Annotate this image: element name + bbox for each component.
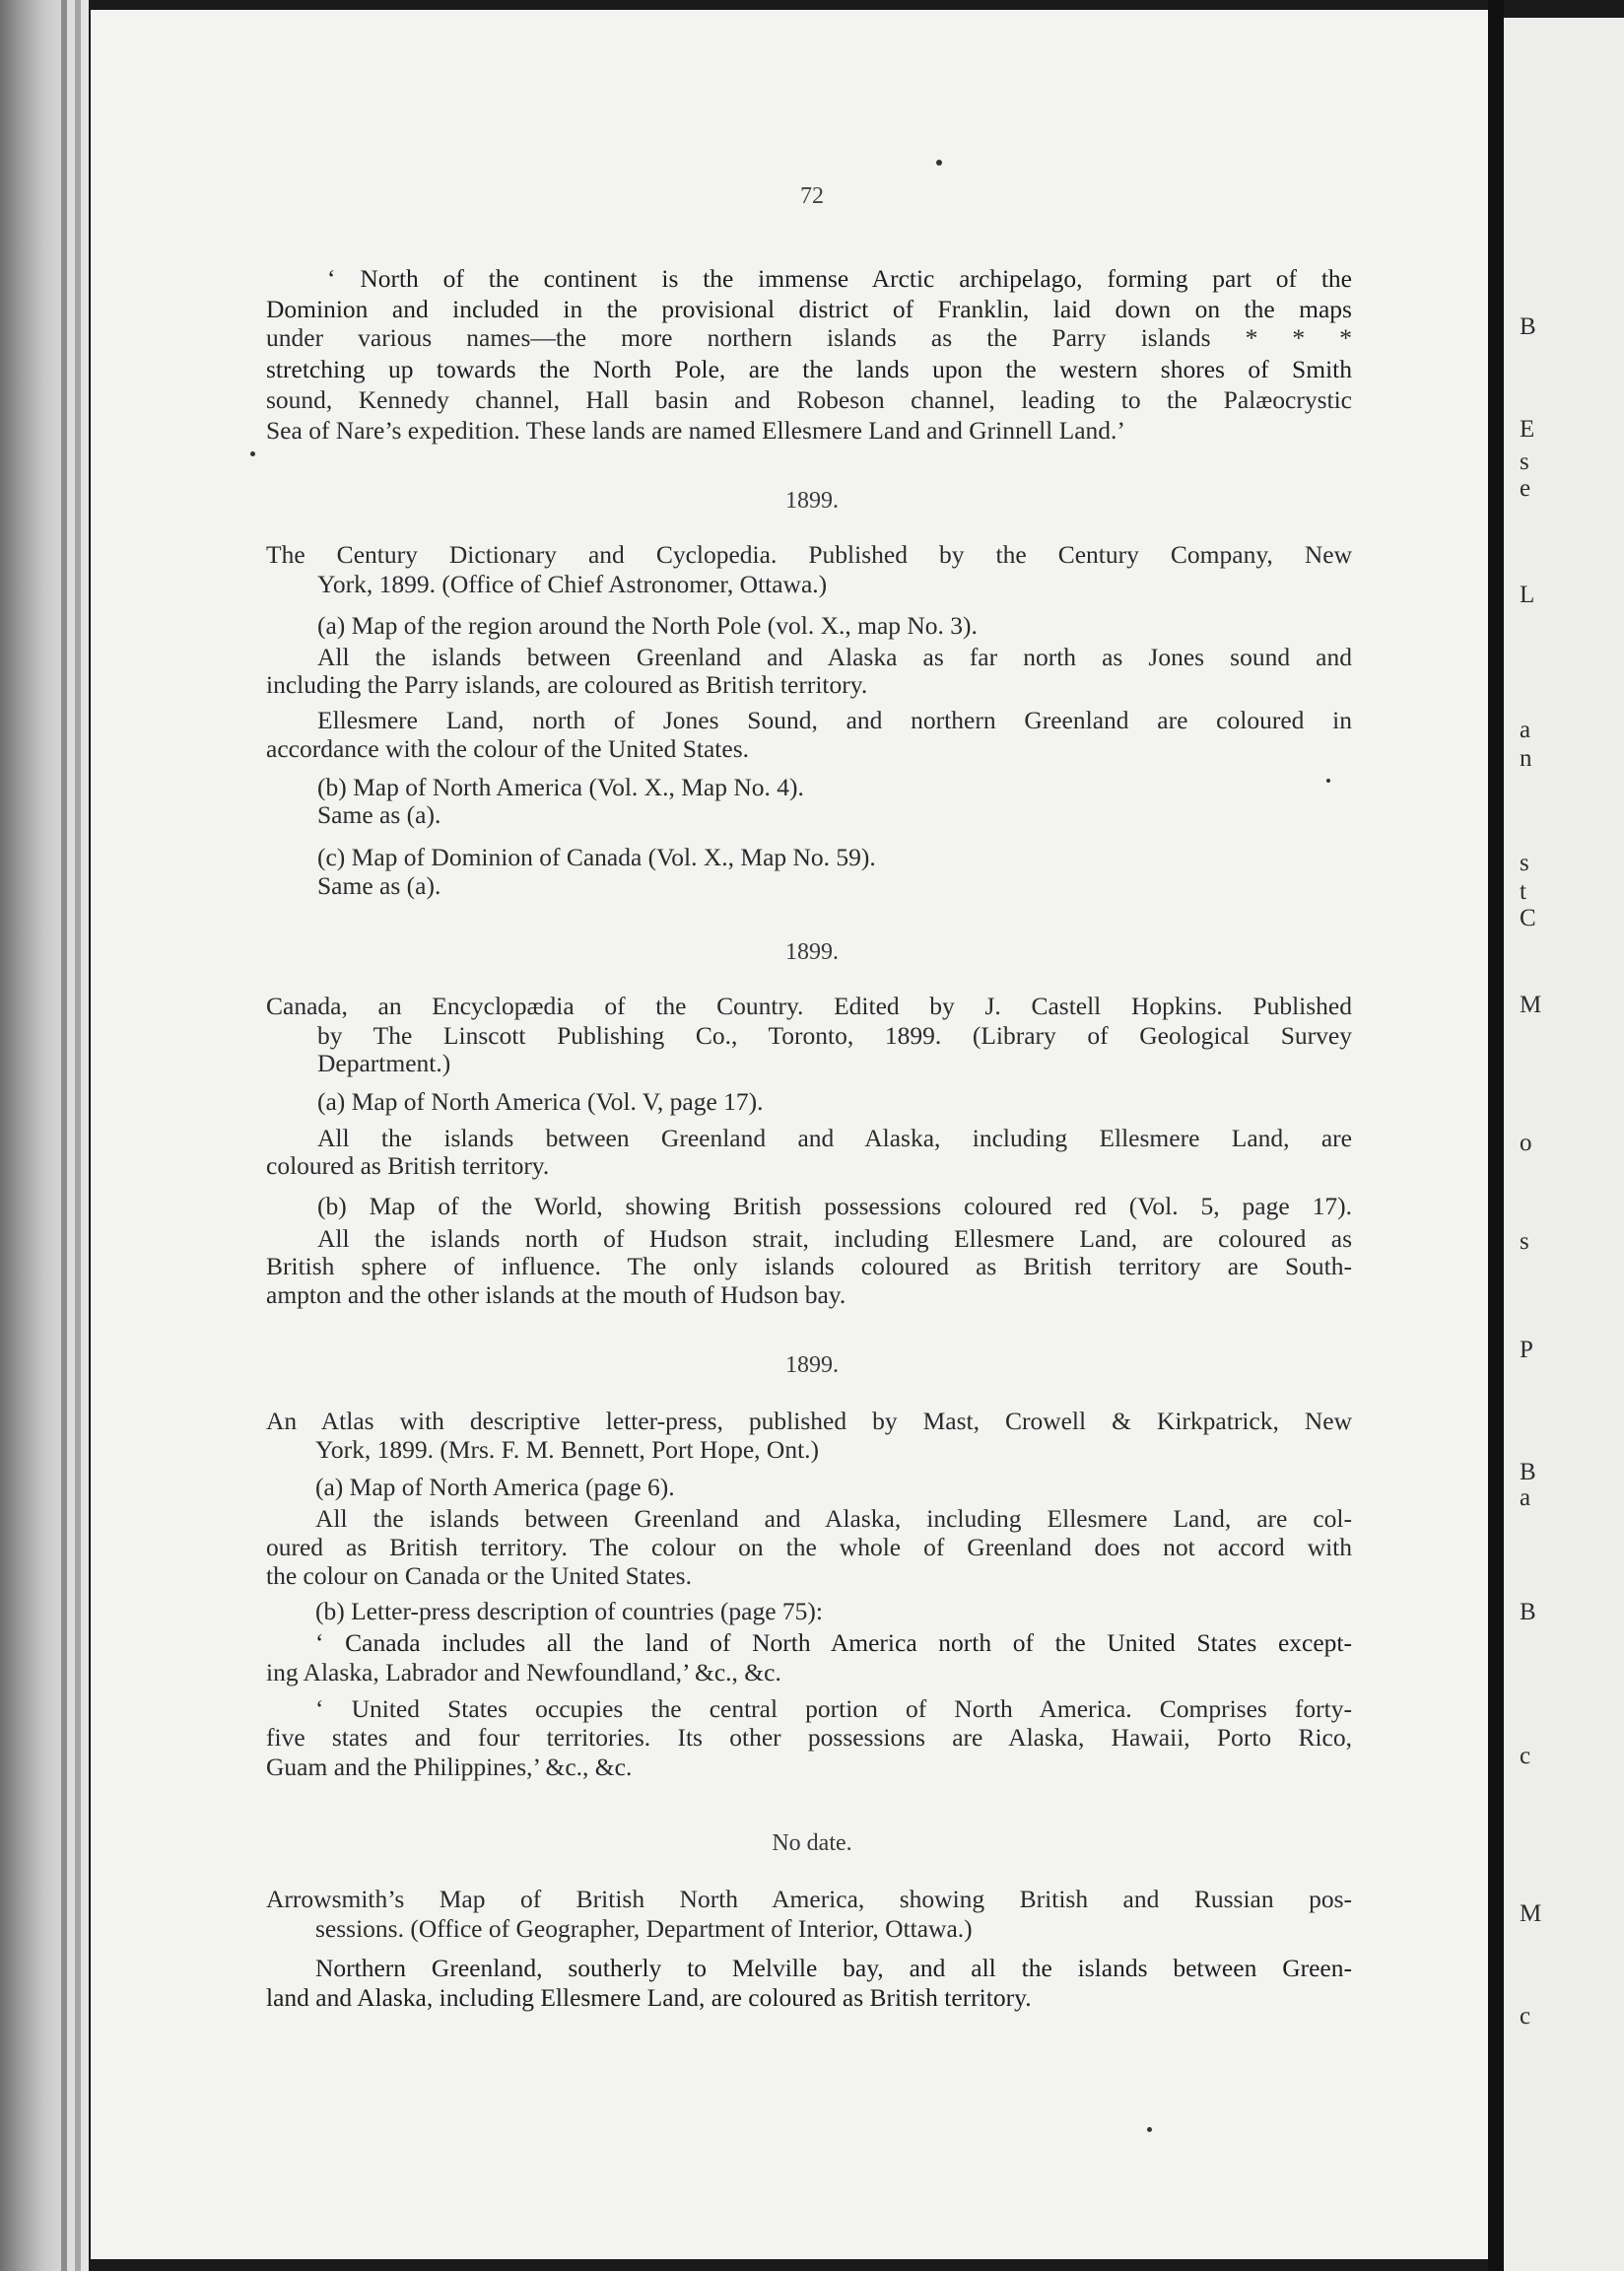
section-year: 1899. bbox=[785, 488, 839, 514]
section-year: 1899. bbox=[785, 1352, 839, 1378]
text-line: (b) Map of North America (Vol. X., Map No. 4). bbox=[317, 773, 804, 801]
text-line: All the islands between Greenland and Alaska as far north as Jones sound and bbox=[317, 643, 1352, 671]
text-line: Ellesmere Land, north of Jones Sound, and northern Greenland are coloured in bbox=[317, 706, 1352, 734]
text-line: stretching up towards the North Pole, are the lands upon the western shores of Smith bbox=[266, 355, 1352, 383]
text-line: coloured as British territory. bbox=[266, 1151, 550, 1180]
facing-page-fragment: M bbox=[1520, 1900, 1542, 1927]
facing-page-fragment: C bbox=[1520, 905, 1536, 931]
text-line: All the islands north of Hudson strait, including Ellesmere Land, are coloured as bbox=[317, 1224, 1352, 1253]
facing-page-fragment: B bbox=[1520, 1599, 1536, 1625]
section-year: 1899. bbox=[785, 939, 839, 965]
facing-page-fragment: E bbox=[1520, 416, 1535, 443]
text-line: ampton and the other islands at the mouth of Hudson bay. bbox=[266, 1280, 846, 1309]
text-line: by The Linscott Publishing Co., Toronto, 1899. (Library of Geological Survey bbox=[317, 1021, 1352, 1050]
text-line: ‘ North of the continent is the immense Arctic archipelago, forming part of the bbox=[327, 264, 1352, 293]
text-line: ‘ Canada includes all the land of North America north of the United States except- bbox=[315, 1628, 1352, 1657]
facing-page-fragment: n bbox=[1520, 745, 1532, 772]
facing-page-fragment: s bbox=[1520, 448, 1529, 475]
text-line: five states and four territories. Its other possessions are Alaska, Hawaii, Porto Rico, bbox=[266, 1723, 1352, 1752]
facing-page-fragment: e bbox=[1520, 475, 1531, 502]
page-edge bbox=[75, 0, 81, 2271]
text-line: sound, Kennedy channel, Hall basin and Robeson channel, leading to the Palæocrystic bbox=[266, 385, 1352, 414]
text-line: (c) Map of Dominion of Canada (Vol. X., Map No. 59). bbox=[317, 843, 876, 871]
facing-page-fragment: s bbox=[1520, 1228, 1529, 1255]
text-line: (b) Map of the World, showing British possessions coloured red (Vol. 5, page 17). bbox=[317, 1192, 1352, 1220]
text-line: Dominion and included in the provisional district of Franklin, laid down on the maps bbox=[266, 295, 1352, 323]
text-line: Northern Greenland, southerly to Melville bay, and all the islands between Green- bbox=[315, 1954, 1352, 1982]
facing-page-fragment: M bbox=[1520, 992, 1542, 1018]
ink-speck bbox=[936, 160, 942, 166]
text-line: Canada, an Encyclopædia of the Country. Edited by J. Castell Hopkins. Published bbox=[266, 992, 1352, 1020]
facing-page-fragment: a bbox=[1520, 717, 1531, 743]
facing-page-fragment: c bbox=[1520, 2003, 1531, 2030]
section-heading: No date. bbox=[772, 1830, 852, 1856]
text-line: Department.) bbox=[317, 1049, 451, 1077]
ink-speck bbox=[1326, 779, 1330, 783]
text-line: Same as (a). bbox=[317, 800, 441, 829]
text-line: The Century Dictionary and Cyclopedia. Published by the Century Company, New bbox=[266, 540, 1352, 569]
text-line: ing Alaska, Labrador and Newfoundland,’ &c., &c. bbox=[266, 1658, 781, 1686]
text-line: (b) Letter-press description of countries (page 75): bbox=[315, 1597, 823, 1625]
text-line: accordance with the colour of the United States. bbox=[266, 734, 749, 763]
text-line: ‘ United States occupies the central portion of North America. Comprises forty- bbox=[315, 1694, 1352, 1723]
text-line: (a) Map of North America (page 6). bbox=[315, 1473, 675, 1501]
text-line: An Atlas with descriptive letter-press, published by Mast, Crowell & Kirkpatrick, New bbox=[266, 1407, 1352, 1435]
text-line: (a) Map of North America (Vol. V, page 17). bbox=[317, 1087, 764, 1116]
text-line: Guam and the Philippines,’ &c., &c. bbox=[266, 1753, 633, 1781]
text-line: (a) Map of the region around the North Pole (vol. X., map No. 3). bbox=[317, 611, 978, 640]
page-edge bbox=[61, 0, 67, 2271]
text-line: Same as (a). bbox=[317, 871, 441, 900]
facing-page-fragment: s bbox=[1520, 850, 1529, 876]
text-line: under various names—the more northern islands as the Parry islands * * * bbox=[266, 323, 1352, 352]
text-line: All the islands between Greenland and Alaska, including Ellesmere Land, are bbox=[317, 1124, 1352, 1152]
facing-page-fragment: L bbox=[1520, 582, 1535, 608]
facing-page-fragment: B bbox=[1520, 1459, 1536, 1485]
text-line: including the Parry islands, are coloured as British territory. bbox=[266, 670, 868, 699]
facing-page bbox=[1504, 18, 1624, 2271]
facing-page-fragment: t bbox=[1520, 878, 1526, 905]
text-line: York, 1899. (Office of Chief Astronomer, Ottawa.) bbox=[317, 570, 828, 598]
book-gutter bbox=[1488, 0, 1504, 2271]
text-line: sessions. (Office of Geographer, Department of Interior, Ottawa.) bbox=[315, 1914, 973, 1943]
text-line: Arrowsmith’s Map of British North America, showing British and Russian pos- bbox=[266, 1885, 1352, 1913]
page-number: 72 bbox=[800, 183, 824, 209]
facing-page-fragment: P bbox=[1520, 1337, 1533, 1363]
text-line: Sea of Nare’s expedition. These lands are named Ellesmere Land and Grinnell Land.’ bbox=[266, 416, 1125, 445]
text-line: land and Alaska, including Ellesmere Land, are coloured as British territory. bbox=[266, 1983, 1032, 2012]
ink-speck bbox=[1147, 2127, 1152, 2132]
text-line: All the islands between Greenland and Alaska, including Ellesmere Land, are col- bbox=[315, 1504, 1352, 1533]
text-line: York, 1899. (Mrs. F. M. Bennett, Port Hope, Ont.) bbox=[315, 1435, 820, 1464]
text-line: oured as British territory. The colour on the whole of Greenland does not accord with bbox=[266, 1533, 1352, 1561]
ink-speck bbox=[250, 451, 255, 456]
text-line: the colour on Canada or the United States. bbox=[266, 1561, 692, 1590]
facing-page-fragment: B bbox=[1520, 313, 1536, 340]
facing-page-fragment: c bbox=[1520, 1743, 1531, 1769]
facing-page-fragment: o bbox=[1520, 1130, 1532, 1156]
text-line: British sphere of influence. The only islands coloured as British territory are South- bbox=[266, 1252, 1352, 1280]
facing-page-fragment: a bbox=[1520, 1484, 1531, 1511]
